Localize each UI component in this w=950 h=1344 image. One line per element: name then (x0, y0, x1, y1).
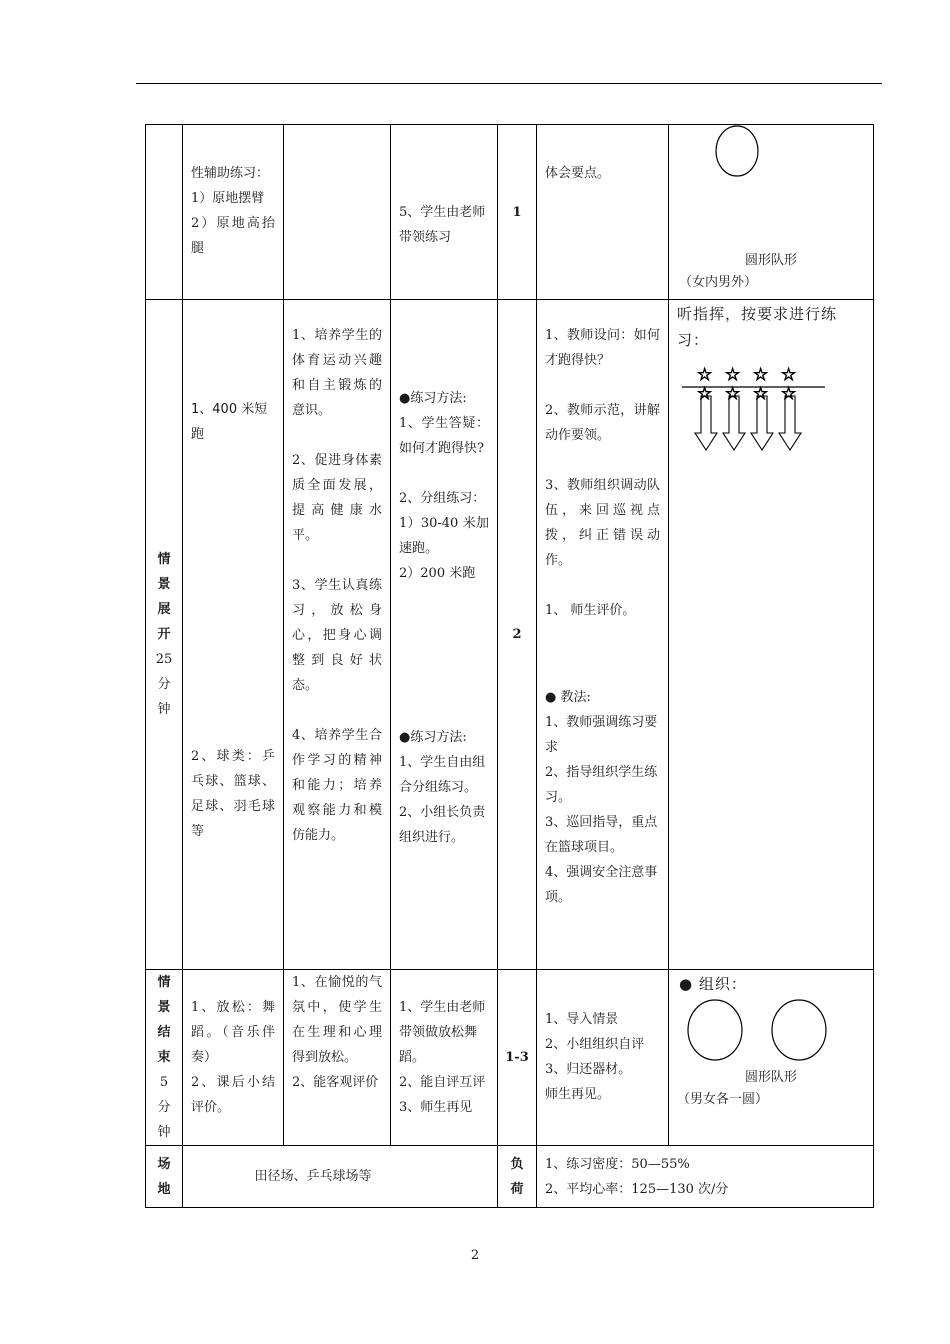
load-text: 1、练习密度：50—55% 2、平均心率：125—130 次/分 (545, 1156, 729, 1197)
content-text: 1、放松：舞蹈。（音乐伴奏） 2、课后小结评价。 (191, 1000, 275, 1115)
intensity-cell (498, 970, 537, 1146)
stage-char: 景 (157, 577, 171, 592)
teacher-text: 体会要点。 (545, 166, 611, 181)
intensity-value: 1 (512, 204, 522, 220)
content-cell (183, 970, 284, 1146)
sprint-formation-diagram (679, 361, 839, 471)
star-icon: ☆ (781, 384, 797, 404)
venue-label-char: 场 (157, 1156, 171, 1172)
goals-text: 1、培养学生的体育运动兴趣和自主锻炼的意识。 2、促进身体素质全面发展，提高健康水平。 3、学生认真练习，放松身心，把身心调整到良好状态。 4、培养学生合作学习的精神和能力；培养观察能力和模仿能力。 (292, 328, 382, 843)
stage-char: 束 (157, 1050, 171, 1065)
goals-text: 1、在愉悦的气氛中，使学生在生理和心理得到放松。 2、能客观评价 (292, 975, 382, 1090)
table-row-warmup (146, 125, 874, 300)
two-circle-formation-icon (677, 997, 867, 1067)
arrow-down-icon (751, 396, 773, 450)
content-cell (183, 125, 284, 300)
intensity-cell (498, 300, 537, 970)
formation-note: （女内男外） (679, 275, 758, 290)
student-cell (391, 300, 498, 970)
lesson-plan-table (145, 124, 874, 1208)
venue-cell (183, 1146, 498, 1208)
load-cell (537, 1146, 874, 1208)
formation-note: （男女各一圆） (677, 1092, 769, 1107)
teacher-cell (537, 300, 669, 970)
student-text: 5、学生由老师带领练习 (399, 205, 486, 245)
venue-text: 田径场、乒乓球场等 (254, 1169, 372, 1184)
stage-cell-ending (146, 970, 183, 1146)
load-label-cell (498, 1146, 537, 1208)
stage-char: 景 (157, 1000, 171, 1015)
star-icon: ☆ (753, 365, 769, 385)
stage-cell-main (146, 300, 183, 970)
intensity-value: 2 (512, 627, 522, 642)
goals-cell (284, 125, 391, 300)
organization-cell (669, 300, 874, 970)
formation-label: 圆形队形 (744, 1070, 797, 1085)
star-icon: ☆ (725, 365, 741, 385)
table-row-ending (146, 970, 874, 1146)
formation-label: 圆形队形 (744, 253, 797, 268)
organization-cell (669, 970, 874, 1146)
star-icon: ☆ (725, 384, 741, 404)
arrow-down-icon (695, 396, 717, 450)
teacher-text-ball: ● 教法: 1、教师强调练习要求 2、指导组织学生练习。 3、巡回指导，重点在篮球项目。 4、强调安全注意事项。 (545, 690, 658, 905)
load-label-char: 荷 (510, 1181, 524, 1197)
arrow-down-icon (723, 396, 745, 450)
stage-char: 情 (157, 975, 171, 990)
table-row-main (146, 300, 874, 970)
load-label-char: 负 (510, 1156, 524, 1172)
organization-cell (669, 125, 874, 300)
teacher-cell (537, 970, 669, 1146)
student-text-ball: ●练习方法: 1、学生自由组合分组练习。 2、小组长负责组织进行。 (399, 730, 486, 845)
student-text-sprint: ●练习方法: 1、学生答疑：如何才跑得快? 2、分组练习： 1）30-40 米加速跑。 2）200 米跑 (399, 391, 489, 581)
venue-label-char: 地 (157, 1181, 171, 1197)
star-icon: ☆ (753, 384, 769, 404)
stage-char: 展 (157, 602, 171, 617)
stage-char: 钟 (157, 702, 171, 717)
stage-char: 结 (157, 1025, 171, 1040)
stage-cell-empty (146, 125, 183, 300)
stage-char: 分 (157, 677, 171, 692)
content-cell (183, 300, 284, 970)
goals-cell (284, 300, 391, 970)
content-text-ball: 2、球类：乒乓球、篮球、足球、羽毛球等 (191, 749, 275, 839)
teacher-cell (537, 125, 669, 300)
stage-duration: 25 (155, 652, 173, 667)
star-icon: ☆ (697, 384, 713, 404)
stage-char: 钟 (157, 1125, 171, 1140)
teacher-text-sprint: 1、教师设问：如何才跑得快？ 2、教师示范，讲解动作要领。 3、教师组织调动队伍，来回巡视点拨，纠正错误动作。 1、 师生评价。 (545, 328, 660, 618)
intensity-cell (498, 125, 537, 300)
student-text: 1、学生由老师带领做放松舞蹈。 2、能自评互评 3、师生再见 (399, 1000, 486, 1115)
goals-cell (284, 970, 391, 1146)
circle-formation-icon (669, 125, 874, 183)
header-rule (136, 83, 882, 84)
student-cell (391, 970, 498, 1146)
venue-label-cell (146, 1146, 183, 1208)
stage-char: 分 (157, 1100, 171, 1115)
organization-title: 听指挥，按要求进行练习： (677, 305, 838, 349)
stage-char: 开 (157, 627, 171, 642)
stage-duration: 5 (159, 1075, 169, 1090)
organization-title: ● 组织： (679, 975, 747, 993)
page-number: 2 (470, 1248, 480, 1263)
content-text: 性辅助练习： 1）原地摆臂 2）原地高抬腿 (191, 166, 275, 256)
arrow-down-icon (779, 396, 801, 450)
star-icon: ☆ (781, 365, 797, 385)
student-cell (391, 125, 498, 300)
teacher-text: 1、导入情景 2、小组组织自评 3、归还器材。 师生再见。 (545, 1012, 645, 1102)
star-icon: ☆ (697, 365, 713, 385)
content-text-sprint: 1、400 米短跑 (191, 402, 268, 442)
table-row-venue (146, 1146, 874, 1208)
stage-char: 情 (157, 552, 171, 567)
intensity-value: 1-3 (505, 1050, 529, 1065)
